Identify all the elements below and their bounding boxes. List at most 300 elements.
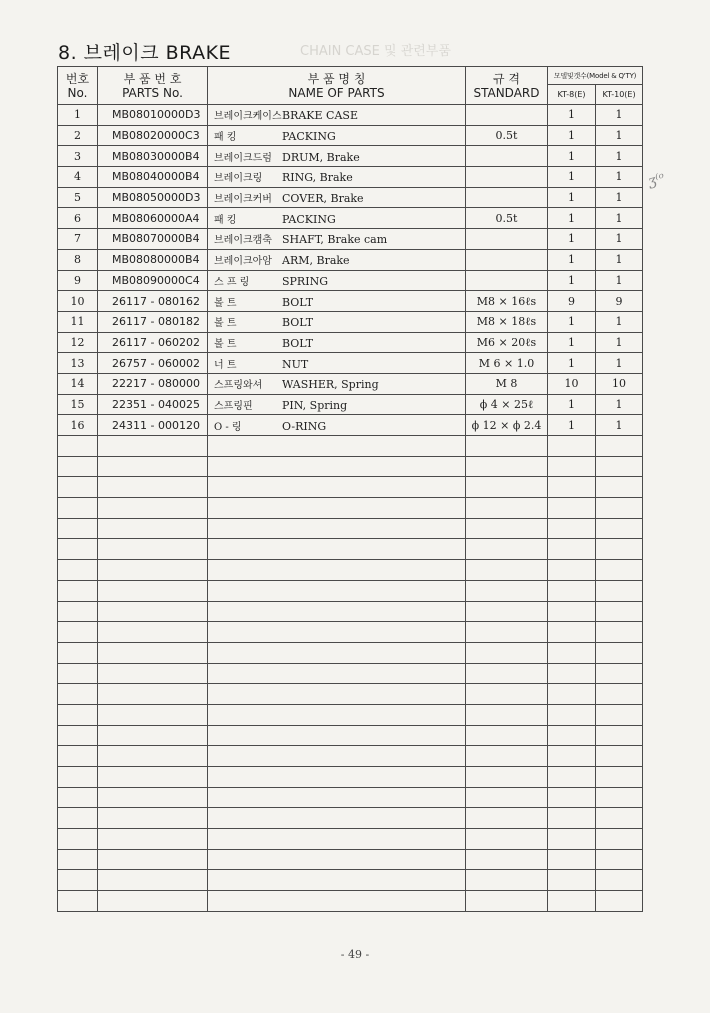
part-standard — [466, 249, 548, 270]
header-standard — [466, 67, 548, 105]
qty-kt8: 1 — [548, 394, 596, 415]
qty-kt10-empty — [596, 601, 643, 622]
part-standard-empty — [466, 891, 548, 912]
part-name — [208, 291, 466, 312]
part-standard-empty — [466, 580, 548, 601]
part-name-empty — [208, 684, 466, 705]
part-number-empty — [98, 704, 208, 725]
table-row-empty — [58, 622, 643, 643]
part-standard: M 6 × 1.0 — [466, 353, 548, 374]
table-row-empty — [58, 725, 643, 746]
part-standard — [466, 270, 548, 291]
header-name — [208, 67, 466, 105]
row-number-empty — [58, 642, 98, 663]
qty-kt10-empty — [596, 539, 643, 560]
part-name-empty — [208, 601, 466, 622]
part-number: MB08090000C4 — [98, 270, 208, 291]
table-row — [58, 270, 643, 291]
qty-kt8: 1 — [548, 125, 596, 146]
qty-kt8-empty — [548, 580, 596, 601]
part-number-empty — [98, 498, 208, 519]
part-name — [208, 146, 466, 167]
part-number-empty — [98, 725, 208, 746]
qty-kt10: 1 — [596, 187, 643, 208]
row-number-empty — [58, 684, 98, 705]
header-name-kr: 부 품 명 칭 — [307, 71, 366, 86]
qty-kt10-empty — [596, 580, 643, 601]
qty-kt10-empty — [596, 642, 643, 663]
table-row-empty — [58, 663, 643, 684]
part-number-empty — [98, 787, 208, 808]
part-name-kr: 스프링핀 — [214, 400, 253, 412]
table-row — [58, 394, 643, 415]
part-name-kr: 너 트 — [214, 359, 237, 371]
row-number: 16 — [58, 415, 98, 436]
row-number-empty — [58, 518, 98, 539]
qty-kt8-empty — [548, 829, 596, 850]
part-name-en: WASHER, Spring — [282, 378, 379, 392]
part-name-en: SPRING — [282, 274, 328, 288]
handwritten-margin-note: ʒ⁽ᵒ — [646, 170, 667, 190]
row-number: 4 — [58, 167, 98, 188]
part-name-kr: 패 킹 — [214, 132, 237, 144]
qty-kt8: 1 — [548, 415, 596, 436]
qty-kt8: 1 — [548, 311, 596, 332]
part-name-empty — [208, 622, 466, 643]
table-row — [58, 208, 643, 229]
qty-kt8-empty — [548, 746, 596, 767]
part-number-empty — [98, 829, 208, 850]
row-number-empty — [58, 477, 98, 498]
header-model-kt10: KT-10(E) — [596, 85, 643, 105]
table-row-empty — [58, 498, 643, 519]
table-row — [58, 291, 643, 312]
part-number: MB08040000B4 — [98, 167, 208, 188]
row-number-empty — [58, 436, 98, 457]
table-row-empty — [58, 746, 643, 767]
qty-kt10-empty — [596, 808, 643, 829]
table-row-empty — [58, 808, 643, 829]
qty-kt8-empty — [548, 477, 596, 498]
row-number-empty — [58, 601, 98, 622]
part-name-en: BOLT — [282, 316, 314, 330]
part-name-kr: 브레이크커버 — [214, 194, 272, 206]
qty-kt10: 1 — [596, 394, 643, 415]
part-number: 26117 - 080182 — [98, 311, 208, 332]
part-name-kr: 패 킹 — [214, 214, 237, 226]
row-number: 15 — [58, 394, 98, 415]
part-name — [208, 373, 466, 394]
part-number-empty — [98, 746, 208, 767]
part-name-en: PACKING — [282, 212, 336, 226]
header-pn-kr: 부 품 번 호 — [123, 71, 182, 86]
qty-kt10: 1 — [596, 208, 643, 229]
part-name-empty — [208, 767, 466, 788]
qty-kt8-empty — [548, 684, 596, 705]
qty-kt8-empty — [548, 704, 596, 725]
qty-kt10: 1 — [596, 353, 643, 374]
part-standard-empty — [466, 849, 548, 870]
row-number: 10 — [58, 291, 98, 312]
part-name-en: BRAKE CASE — [282, 109, 358, 123]
bleed-through-header: CHAIN CASE 및 관련부품 — [300, 44, 451, 59]
table-row-empty — [58, 704, 643, 725]
part-name-empty — [208, 891, 466, 912]
part-number: MB08060000A4 — [98, 208, 208, 229]
header-no-kr: 번호 — [65, 71, 90, 86]
table-row-empty — [58, 436, 643, 457]
part-name-empty — [208, 560, 466, 581]
part-name-empty — [208, 787, 466, 808]
header-no — [58, 67, 98, 105]
qty-kt10-empty — [596, 849, 643, 870]
header-part-number — [98, 67, 208, 105]
row-number-empty — [58, 767, 98, 788]
part-standard: 0.5t — [466, 125, 548, 146]
part-standard — [466, 105, 548, 126]
part-name-kr: 볼 트 — [214, 318, 237, 330]
qty-kt10: 1 — [596, 311, 643, 332]
qty-kt10-empty — [596, 891, 643, 912]
table-row-empty — [58, 891, 643, 912]
table-row — [58, 353, 643, 374]
part-number-empty — [98, 684, 208, 705]
row-number: 7 — [58, 229, 98, 250]
qty-kt8: 1 — [548, 332, 596, 353]
row-number: 5 — [58, 187, 98, 208]
qty-kt8-empty — [548, 808, 596, 829]
part-standard-empty — [466, 622, 548, 643]
part-name — [208, 249, 466, 270]
part-name-empty — [208, 539, 466, 560]
part-number: 24311 - 000120 — [98, 415, 208, 436]
part-name-en: BOLT — [282, 336, 314, 350]
header-name-en: NAME OF PARTS — [288, 85, 385, 100]
qty-kt8: 1 — [548, 105, 596, 126]
row-number: 1 — [58, 105, 98, 126]
row-number-empty — [58, 725, 98, 746]
table-row-empty — [58, 767, 643, 788]
qty-kt10-empty — [596, 477, 643, 498]
qty-kt8: 1 — [548, 353, 596, 374]
header-pn-en: PARTS No. — [122, 85, 183, 100]
table-row-empty — [58, 518, 643, 539]
part-number: 22351 - 040025 — [98, 394, 208, 415]
qty-kt8: 9 — [548, 291, 596, 312]
part-number-empty — [98, 663, 208, 684]
part-standard-empty — [466, 684, 548, 705]
table-row — [58, 332, 643, 353]
qty-kt10: 1 — [596, 415, 643, 436]
part-name — [208, 167, 466, 188]
part-number: 26757 - 060002 — [98, 353, 208, 374]
part-standard-empty — [466, 560, 548, 581]
table-row-empty — [58, 539, 643, 560]
part-name-kr: 볼 트 — [214, 338, 237, 350]
row-number-empty — [58, 870, 98, 891]
part-number-empty — [98, 601, 208, 622]
part-name-empty — [208, 829, 466, 850]
part-standard: M6 × 20ℓs — [466, 332, 548, 353]
part-standard-empty — [466, 808, 548, 829]
part-name — [208, 270, 466, 291]
part-name-en: ARM, Brake — [282, 254, 350, 268]
part-name — [208, 105, 466, 126]
qty-kt10-empty — [596, 870, 643, 891]
row-number-empty — [58, 539, 98, 560]
part-number-empty — [98, 518, 208, 539]
part-standard: ϕ 4 × 25ℓ — [466, 394, 548, 415]
part-name-kr: 브레이크링 — [214, 173, 263, 185]
part-standard-empty — [466, 456, 548, 477]
part-name-empty — [208, 498, 466, 519]
qty-kt8-empty — [548, 601, 596, 622]
part-standard: M 8 — [466, 373, 548, 394]
row-number: 6 — [58, 208, 98, 229]
qty-kt10: 1 — [596, 229, 643, 250]
table-row-empty — [58, 601, 643, 622]
qty-kt10-empty — [596, 829, 643, 850]
part-number-empty — [98, 849, 208, 870]
table-row — [58, 187, 643, 208]
row-number: 8 — [58, 249, 98, 270]
qty-kt8-empty — [548, 622, 596, 643]
row-number-empty — [58, 849, 98, 870]
header-std-kr: 규 격 — [493, 71, 520, 86]
qty-kt8: 1 — [548, 270, 596, 291]
qty-kt8: 1 — [548, 167, 596, 188]
table-row — [58, 249, 643, 270]
part-name-empty — [208, 456, 466, 477]
header-std-en: STANDARD — [473, 85, 540, 100]
table-row-empty — [58, 477, 643, 498]
row-number-empty — [58, 498, 98, 519]
qty-kt10-empty — [596, 704, 643, 725]
part-standard-empty — [466, 767, 548, 788]
part-name-en: PACKING — [282, 130, 336, 144]
table-row-empty — [58, 870, 643, 891]
qty-kt8-empty — [548, 539, 596, 560]
qty-kt8-empty — [548, 725, 596, 746]
row-number-empty — [58, 560, 98, 581]
part-standard — [466, 167, 548, 188]
part-number-empty — [98, 622, 208, 643]
row-number: 14 — [58, 373, 98, 394]
part-standard — [466, 229, 548, 250]
part-number-empty — [98, 477, 208, 498]
part-name-en: RING, Brake — [282, 171, 353, 185]
part-name-empty — [208, 849, 466, 870]
qty-kt8-empty — [548, 767, 596, 788]
table-row-empty — [58, 684, 643, 705]
qty-kt10-empty — [596, 787, 643, 808]
qty-kt10-empty — [596, 560, 643, 581]
part-standard-empty — [466, 601, 548, 622]
part-name — [208, 353, 466, 374]
qty-kt8-empty — [548, 849, 596, 870]
table-row — [58, 146, 643, 167]
part-number-empty — [98, 870, 208, 891]
qty-kt8-empty — [548, 787, 596, 808]
page-title: 8. 브레이크 BRAKE — [58, 42, 232, 64]
row-number-empty — [58, 829, 98, 850]
part-name — [208, 332, 466, 353]
qty-kt10: 9 — [596, 291, 643, 312]
part-standard — [466, 146, 548, 167]
part-name-kr: 스프링와셔 — [214, 380, 263, 392]
table-row — [58, 415, 643, 436]
row-number-empty — [58, 891, 98, 912]
part-number-empty — [98, 539, 208, 560]
part-number-empty — [98, 456, 208, 477]
part-name-kr: 브레이크케이스 — [214, 111, 282, 123]
parts-table — [57, 66, 643, 912]
table-row-empty — [58, 829, 643, 850]
table-row-empty — [58, 642, 643, 663]
part-name-empty — [208, 477, 466, 498]
qty-kt8-empty — [548, 498, 596, 519]
part-standard — [466, 187, 548, 208]
table-row-empty — [58, 787, 643, 808]
table-row-empty — [58, 560, 643, 581]
part-name — [208, 208, 466, 229]
part-number: MB08030000B4 — [98, 146, 208, 167]
part-number: MB08070000B4 — [98, 229, 208, 250]
qty-kt10-empty — [596, 436, 643, 457]
qty-kt10: 1 — [596, 125, 643, 146]
part-name-empty — [208, 870, 466, 891]
part-name-kr: 스 프 링 — [214, 276, 250, 288]
header-model-kt8: KT-8(E) — [548, 85, 596, 105]
part-name-kr: 볼 트 — [214, 297, 237, 309]
qty-kt8-empty — [548, 518, 596, 539]
table-row-empty — [58, 580, 643, 601]
part-name-empty — [208, 808, 466, 829]
qty-kt8-empty — [548, 642, 596, 663]
part-name-empty — [208, 580, 466, 601]
qty-kt10-empty — [596, 518, 643, 539]
row-number-empty — [58, 456, 98, 477]
part-number: MB08020000C3 — [98, 125, 208, 146]
qty-kt10-empty — [596, 725, 643, 746]
row-number: 12 — [58, 332, 98, 353]
part-standard-empty — [466, 498, 548, 519]
part-standard-empty — [466, 642, 548, 663]
part-name — [208, 187, 466, 208]
row-number-empty — [58, 663, 98, 684]
row-number-empty — [58, 808, 98, 829]
qty-kt8: 1 — [548, 249, 596, 270]
part-standard-empty — [466, 704, 548, 725]
part-number-empty — [98, 436, 208, 457]
qty-kt10: 1 — [596, 332, 643, 353]
qty-kt10: 1 — [596, 270, 643, 291]
part-standard: M8 × 16ℓs — [466, 291, 548, 312]
part-name-en: NUT — [282, 357, 309, 371]
part-name — [208, 125, 466, 146]
part-name — [208, 311, 466, 332]
row-number-empty — [58, 746, 98, 767]
qty-kt10-empty — [596, 498, 643, 519]
part-standard-empty — [466, 436, 548, 457]
qty-kt8-empty — [548, 560, 596, 581]
part-standard-empty — [466, 787, 548, 808]
part-standard-empty — [466, 477, 548, 498]
qty-kt10: 10 — [596, 373, 643, 394]
qty-kt10: 1 — [596, 146, 643, 167]
qty-kt10-empty — [596, 622, 643, 643]
table-row — [58, 229, 643, 250]
row-number: 9 — [58, 270, 98, 291]
qty-kt10-empty — [596, 663, 643, 684]
part-number-empty — [98, 560, 208, 581]
row-number: 11 — [58, 311, 98, 332]
part-number: MB08080000B4 — [98, 249, 208, 270]
qty-kt10: 1 — [596, 167, 643, 188]
part-name-empty — [208, 518, 466, 539]
qty-kt8: 10 — [548, 373, 596, 394]
qty-kt8-empty — [548, 663, 596, 684]
qty-kt8: 1 — [548, 208, 596, 229]
qty-kt8-empty — [548, 436, 596, 457]
parts-table-body — [58, 105, 643, 912]
part-standard-empty — [466, 725, 548, 746]
table-row-empty — [58, 849, 643, 870]
row-number-empty — [58, 704, 98, 725]
part-standard: 0.5t — [466, 208, 548, 229]
part-name-empty — [208, 663, 466, 684]
part-name-kr: 브레이크캠축 — [214, 235, 272, 247]
row-number-empty — [58, 580, 98, 601]
row-number-empty — [58, 622, 98, 643]
table-row — [58, 373, 643, 394]
part-number: MB08010000D3 — [98, 105, 208, 126]
table-row — [58, 167, 643, 188]
qty-kt8: 1 — [548, 229, 596, 250]
part-name-empty — [208, 704, 466, 725]
part-standard-empty — [466, 518, 548, 539]
part-standard-empty — [466, 539, 548, 560]
table-row — [58, 125, 643, 146]
part-name-empty — [208, 642, 466, 663]
qty-kt10: 1 — [596, 105, 643, 126]
part-number-empty — [98, 580, 208, 601]
part-name-en: SHAFT, Brake cam — [282, 233, 388, 247]
part-name-en: DRUM, Brake — [282, 150, 360, 164]
part-name-en: O-RING — [282, 419, 327, 433]
header-no-en: No. — [67, 85, 88, 100]
part-number-empty — [98, 767, 208, 788]
part-number-empty — [98, 642, 208, 663]
row-number: 2 — [58, 125, 98, 146]
part-number: 22217 - 080000 — [98, 373, 208, 394]
part-number: MB08050000D3 — [98, 187, 208, 208]
part-name-kr: 브레이크아암 — [214, 256, 272, 268]
part-name-empty — [208, 746, 466, 767]
header-model-qty: 모델및갯수(Model & Q'TY) — [548, 67, 643, 85]
part-name-en: COVER, Brake — [282, 192, 364, 206]
part-name-empty — [208, 436, 466, 457]
part-name-empty — [208, 725, 466, 746]
qty-kt8-empty — [548, 891, 596, 912]
table-row — [58, 105, 643, 126]
row-number: 13 — [58, 353, 98, 374]
qty-kt8: 1 — [548, 187, 596, 208]
qty-kt10-empty — [596, 684, 643, 705]
qty-kt10-empty — [596, 767, 643, 788]
part-standard: ϕ 12 × ϕ 2.4 — [466, 415, 548, 436]
part-name — [208, 229, 466, 250]
